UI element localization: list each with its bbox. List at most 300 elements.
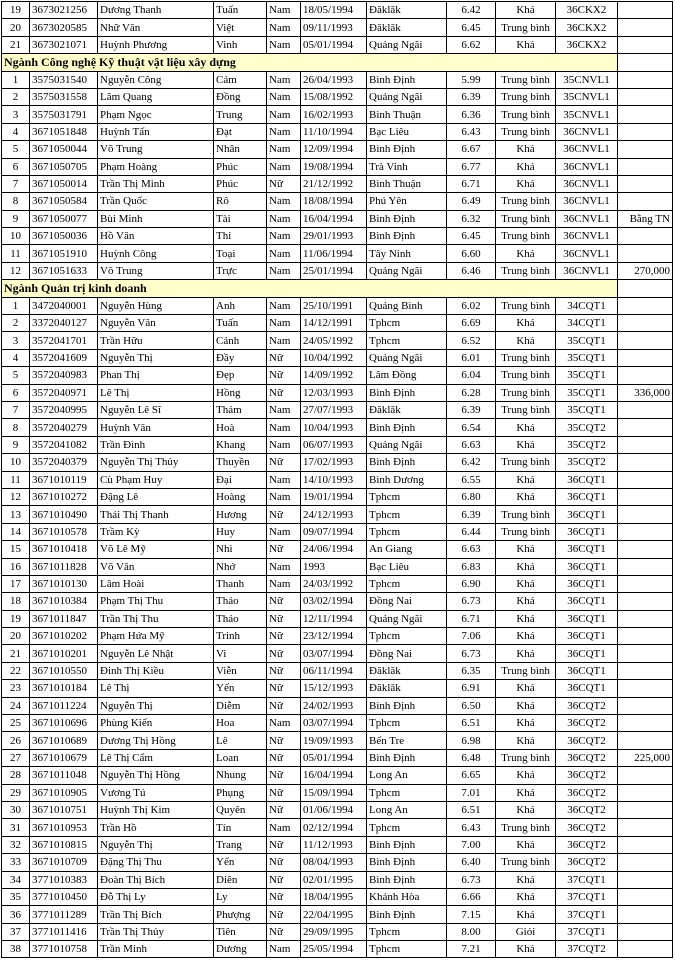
cell-birth-date: 27/07/1993 (301, 401, 367, 418)
cell-birth-date: 17/02/1993 (301, 454, 367, 471)
cell-class: 35CQT2 (556, 419, 618, 436)
cell-student-id: 3671010202 (30, 628, 98, 645)
cell-rank: Khá (496, 941, 556, 958)
cell-class: 37CQT1 (556, 871, 618, 888)
cell-stt: 11 (2, 245, 30, 262)
cell-gpa: 7.15 (447, 906, 496, 923)
cell-rank: Khá (496, 593, 556, 610)
cell-birth-date: 29/09/1995 (301, 923, 367, 940)
cell-last-middle-name: Lê Thị Cẩm (98, 749, 214, 766)
cell-gender: Nam (267, 488, 301, 505)
cell-last-middle-name: Phạm Hứa Mỹ (98, 628, 214, 645)
cell-stt: 2 (2, 88, 30, 105)
cell-class: 36CQT1 (556, 645, 618, 662)
cell-note (618, 141, 673, 158)
cell-rank: Khá (496, 715, 556, 732)
table-row (2, 297, 673, 314)
cell-birth-date: 06/07/1993 (301, 436, 367, 453)
cell-rank: Khá (496, 488, 556, 505)
cell-note (618, 715, 673, 732)
table-row (2, 941, 673, 958)
cell-gpa: 6.98 (447, 732, 496, 749)
cell-gender: Nữ (267, 784, 301, 801)
cell-rank: Trung bình (496, 384, 556, 401)
cell-stt: 20 (2, 19, 30, 36)
cell-gpa: 6.83 (447, 558, 496, 575)
cell-student-id: 3671051910 (30, 245, 98, 262)
cell-rank: Trung bình (496, 819, 556, 836)
cell-birth-date: 15/09/1994 (301, 784, 367, 801)
table-row (2, 228, 673, 245)
cell-rank: Trung bình (496, 367, 556, 384)
cell-rank: Trung bình (496, 662, 556, 679)
cell-last-middle-name: Nguyễn Hùng (98, 297, 214, 314)
cell-note (618, 401, 673, 418)
cell-stt: 16 (2, 558, 30, 575)
table-row (2, 541, 673, 558)
cell-birth-date: 12/09/1994 (301, 141, 367, 158)
cell-gender: Nữ (267, 175, 301, 192)
cell-last-middle-name: Đinh Thị Kiều (98, 662, 214, 679)
cell-birth-place: Tphcm (367, 715, 447, 732)
cell-birth-date: 18/04/1995 (301, 888, 367, 905)
cell-birth-place: Tphcm (367, 628, 447, 645)
cell-rank: Khá (496, 732, 556, 749)
cell-gpa: 6.73 (447, 593, 496, 610)
cell-rank: Khá (496, 558, 556, 575)
cell-student-id: 3671010751 (30, 801, 98, 818)
cell-rank: Khá (496, 2, 556, 19)
cell-last-middle-name: Đặng Lê (98, 488, 214, 505)
table-row (2, 819, 673, 836)
cell-last-middle-name: Nguyễn Thị (98, 836, 214, 853)
cell-gender: Nam (267, 123, 301, 140)
cell-first-name: Đầy (214, 349, 267, 366)
cell-last-middle-name: Võ Văn (98, 558, 214, 575)
cell-gender: Nữ (267, 628, 301, 645)
cell-gender: Nam (267, 193, 301, 210)
cell-gpa: 6.42 (447, 454, 496, 471)
cell-class: 36CQT1 (556, 471, 618, 488)
cell-rank: Khá (496, 871, 556, 888)
cell-class: 37CQT2 (556, 941, 618, 958)
cell-rank: Khá (496, 610, 556, 627)
cell-first-name: Hoà (214, 419, 267, 436)
cell-first-name: Trực (214, 262, 267, 279)
cell-birth-date: 24/06/1994 (301, 541, 367, 558)
cell-student-id: 3671010550 (30, 662, 98, 679)
cell-rank: Khá (496, 36, 556, 53)
table-row (2, 784, 673, 801)
cell-gpa: 6.73 (447, 871, 496, 888)
cell-birth-date: 23/12/1994 (301, 628, 367, 645)
cell-stt: 28 (2, 767, 30, 784)
cell-student-id: 3572040995 (30, 401, 98, 418)
cell-last-middle-name: Cù Phạm Huy (98, 471, 214, 488)
table-row (2, 923, 673, 940)
cell-last-middle-name: Trần Thị Bích (98, 906, 214, 923)
cell-last-middle-name: Huỳnh Phương (98, 36, 214, 53)
cell-birth-place: Long An (367, 767, 447, 784)
cell-note (618, 36, 673, 53)
cell-student-id: 3671050014 (30, 175, 98, 192)
cell-note (618, 315, 673, 332)
cell-last-middle-name: Phùng Kiến (98, 715, 214, 732)
cell-stt: 31 (2, 819, 30, 836)
cell-stt: 35 (2, 888, 30, 905)
table-row (2, 506, 673, 523)
cell-birth-place: Bình Định (367, 454, 447, 471)
cell-stt: 10 (2, 228, 30, 245)
cell-gpa: 6.39 (447, 88, 496, 105)
cell-note (618, 680, 673, 697)
cell-student-id: 3671010272 (30, 488, 98, 505)
cell-first-name: Khang (214, 436, 267, 453)
cell-stt: 17 (2, 575, 30, 592)
cell-stt: 6 (2, 384, 30, 401)
cell-note (618, 941, 673, 958)
cell-birth-date: 03/07/1994 (301, 715, 367, 732)
cell-last-middle-name: Trần Quốc (98, 193, 214, 210)
cell-first-name: Thảo (214, 593, 267, 610)
cell-birth-place: Long An (367, 801, 447, 818)
cell-student-id: 3673021256 (30, 2, 98, 19)
cell-first-name: Huy (214, 523, 267, 540)
cell-last-middle-name: Đặng Thị Thu (98, 854, 214, 871)
cell-last-middle-name: Nguyễn Văn (98, 315, 214, 332)
cell-student-id: 3771010758 (30, 941, 98, 958)
cell-class: 36CQT1 (556, 610, 618, 627)
cell-class: 35CQT1 (556, 401, 618, 418)
table-row (2, 175, 673, 192)
cell-class: 34CQT1 (556, 297, 618, 314)
cell-class: 35CQT1 (556, 349, 618, 366)
student-list-table (1, 1, 673, 958)
cell-birth-date: 02/12/1994 (301, 819, 367, 836)
cell-stt: 34 (2, 871, 30, 888)
cell-student-id: 3671050705 (30, 158, 98, 175)
cell-note: Bằng TN (618, 210, 673, 227)
cell-class: 36CQT2 (556, 854, 618, 871)
cell-note (618, 662, 673, 679)
cell-student-id: 3572040971 (30, 384, 98, 401)
table-row (2, 645, 673, 662)
cell-gpa: 6.90 (447, 575, 496, 592)
cell-stt: 38 (2, 941, 30, 958)
cell-gpa: 7.00 (447, 836, 496, 853)
cell-last-middle-name: Đoàn Thị Bích (98, 871, 214, 888)
table-row (2, 662, 673, 679)
cell-gender: Nam (267, 297, 301, 314)
cell-gender: Nam (267, 575, 301, 592)
cell-birth-place: Bạc Liêu (367, 558, 447, 575)
cell-stt: 9 (2, 210, 30, 227)
cell-birth-date: 29/01/1993 (301, 228, 367, 245)
cell-gpa: 8.00 (447, 923, 496, 940)
cell-first-name: Nhi (214, 541, 267, 558)
cell-note (618, 523, 673, 540)
cell-birth-date: 11/06/1994 (301, 245, 367, 262)
cell-class: 36CQT1 (556, 593, 618, 610)
cell-stt: 30 (2, 801, 30, 818)
cell-gender: Nữ (267, 923, 301, 940)
cell-birth-date: 11/10/1994 (301, 123, 367, 140)
cell-rank: Khá (496, 332, 556, 349)
cell-birth-date: 05/01/1994 (301, 36, 367, 53)
cell-first-name: Tài (214, 210, 267, 227)
section-blank-cell (618, 280, 673, 297)
cell-note (618, 245, 673, 262)
cell-gpa: 6.71 (447, 175, 496, 192)
cell-first-name: Diên (214, 871, 267, 888)
cell-last-middle-name: Trần Hồ (98, 819, 214, 836)
cell-first-name: Đạt (214, 123, 267, 140)
cell-class: 34CQT1 (556, 315, 618, 332)
cell-birth-date: 15/12/1993 (301, 680, 367, 697)
cell-student-id: 3671010709 (30, 854, 98, 871)
cell-stt: 8 (2, 193, 30, 210)
cell-birth-place: Tphcm (367, 488, 447, 505)
cell-student-id: 3671010953 (30, 819, 98, 836)
table-row (2, 871, 673, 888)
cell-first-name: Vinh (214, 36, 267, 53)
cell-class: 36CNVL1 (556, 193, 618, 210)
cell-birth-date: 22/04/1995 (301, 906, 367, 923)
cell-rank: Khá (496, 315, 556, 332)
cell-note (618, 575, 673, 592)
cell-stt: 26 (2, 732, 30, 749)
cell-first-name: Trang (214, 836, 267, 853)
cell-birth-place: Bình Định (367, 749, 447, 766)
cell-gpa: 6.69 (447, 315, 496, 332)
cell-first-name: Đẹp (214, 367, 267, 384)
cell-gender: Nữ (267, 384, 301, 401)
cell-birth-date: 21/12/1992 (301, 175, 367, 192)
cell-first-name: Nhớ (214, 558, 267, 575)
cell-class: 36CNVL1 (556, 123, 618, 140)
cell-gender: Nữ (267, 680, 301, 697)
cell-stt: 21 (2, 36, 30, 53)
cell-gender: Nam (267, 941, 301, 958)
cell-student-id: 3572040379 (30, 454, 98, 471)
cell-gender: Nam (267, 819, 301, 836)
cell-stt: 33 (2, 854, 30, 871)
table-row (2, 349, 673, 366)
table-row (2, 697, 673, 714)
table-row (2, 680, 673, 697)
cell-stt: 19 (2, 610, 30, 627)
cell-first-name: Thám (214, 401, 267, 418)
cell-gpa: 6.63 (447, 541, 496, 558)
cell-student-id: 3472040001 (30, 297, 98, 314)
cell-stt: 21 (2, 645, 30, 662)
cell-class: 36CNVL1 (556, 175, 618, 192)
cell-rank: Khá (496, 575, 556, 592)
cell-first-name: Hương (214, 506, 267, 523)
cell-gpa: 6.39 (447, 506, 496, 523)
table-row (2, 106, 673, 123)
cell-last-middle-name: Vương Tú (98, 784, 214, 801)
cell-class: 35CQT1 (556, 367, 618, 384)
cell-rank: Khá (496, 697, 556, 714)
cell-class: 36CQT1 (556, 575, 618, 592)
cell-class: 35CQT2 (556, 436, 618, 453)
cell-birth-date: 19/01/1994 (301, 488, 367, 505)
cell-student-id: 3572040983 (30, 367, 98, 384)
cell-gender: Nam (267, 210, 301, 227)
cell-stt: 20 (2, 628, 30, 645)
cell-gender: Nữ (267, 854, 301, 871)
cell-gender: Nữ (267, 871, 301, 888)
cell-rank: Trung bình (496, 88, 556, 105)
cell-first-name: Thanh (214, 575, 267, 592)
cell-rank: Khá (496, 158, 556, 175)
cell-last-middle-name: Trần Thị Thu (98, 610, 214, 627)
cell-gender: Nam (267, 36, 301, 53)
cell-stt: 9 (2, 436, 30, 453)
cell-birth-place: Bình Dương (367, 471, 447, 488)
cell-student-id: 3671010184 (30, 680, 98, 697)
cell-class: 36CNVL1 (556, 158, 618, 175)
cell-last-middle-name: Nguyễn Công (98, 71, 214, 88)
cell-birth-place: Tphcm (367, 332, 447, 349)
cell-last-middle-name: Trần Thị Minh (98, 175, 214, 192)
cell-gender: Nữ (267, 454, 301, 471)
cell-class: 35CQT1 (556, 384, 618, 401)
cell-class: 36CQT1 (556, 541, 618, 558)
table-row (2, 332, 673, 349)
cell-gpa: 6.43 (447, 819, 496, 836)
cell-birth-date: 16/02/1993 (301, 106, 367, 123)
cell-stt: 15 (2, 541, 30, 558)
table-row (2, 71, 673, 88)
cell-gpa: 7.06 (447, 628, 496, 645)
cell-gender: Nam (267, 71, 301, 88)
cell-class: 36CQT1 (556, 488, 618, 505)
cell-class: 36CKX2 (556, 19, 618, 36)
cell-rank: Trung bình (496, 71, 556, 88)
cell-stt: 4 (2, 123, 30, 140)
cell-note: 270,000 (618, 262, 673, 279)
cell-last-middle-name: Lâm Quang (98, 88, 214, 105)
cell-first-name: Yến (214, 680, 267, 697)
cell-birth-place: Tphcm (367, 506, 447, 523)
cell-gender: Nữ (267, 732, 301, 749)
cell-birth-place: Đồng Nai (367, 593, 447, 610)
table-row (2, 367, 673, 384)
cell-student-id: 3671011048 (30, 767, 98, 784)
cell-stt: 22 (2, 662, 30, 679)
cell-note (618, 767, 673, 784)
cell-class: 35CNVL1 (556, 88, 618, 105)
cell-birth-date: 24/03/1992 (301, 575, 367, 592)
cell-student-id: 3572041701 (30, 332, 98, 349)
cell-note: 336,000 (618, 384, 673, 401)
cell-rank: Khá (496, 419, 556, 436)
table-body (2, 2, 673, 958)
cell-class: 36CQT1 (556, 662, 618, 679)
cell-student-id: 3673020585 (30, 19, 98, 36)
cell-rank: Khá (496, 767, 556, 784)
cell-note (618, 801, 673, 818)
cell-student-id: 3671010696 (30, 715, 98, 732)
cell-gpa: 6.48 (447, 749, 496, 766)
cell-gender: Nữ (267, 767, 301, 784)
cell-class: 36CNVL1 (556, 262, 618, 279)
cell-birth-date: 18/08/1994 (301, 193, 367, 210)
cell-birth-place: Quảng Ngãi (367, 349, 447, 366)
cell-gpa: 6.39 (447, 401, 496, 418)
cell-gpa: 6.45 (447, 228, 496, 245)
cell-gender: Nam (267, 262, 301, 279)
cell-last-middle-name: Nguyễn Lê Sĩ (98, 401, 214, 418)
cell-birth-place: An Giang (367, 541, 447, 558)
cell-birth-place: Bình Định (367, 228, 447, 245)
section-header-row (2, 280, 673, 297)
cell-birth-place: Quảng Bình (367, 297, 447, 314)
cell-note (618, 871, 673, 888)
cell-rank: Khá (496, 645, 556, 662)
cell-class: 36CNVL1 (556, 228, 618, 245)
cell-last-middle-name: Nguyễn Thị Thủy (98, 454, 214, 471)
cell-student-id: 3771010450 (30, 888, 98, 905)
cell-stt: 12 (2, 488, 30, 505)
cell-gpa: 6.67 (447, 141, 496, 158)
cell-note (618, 784, 673, 801)
cell-gpa: 6.80 (447, 488, 496, 505)
cell-student-id: 3572041609 (30, 349, 98, 366)
table-row (2, 471, 673, 488)
cell-stt: 36 (2, 906, 30, 923)
cell-birth-date: 1993 (301, 558, 367, 575)
cell-stt: 5 (2, 141, 30, 158)
table-row (2, 158, 673, 175)
cell-birth-date: 25/05/1994 (301, 941, 367, 958)
cell-first-name: Nhân (214, 141, 267, 158)
cell-rank: Trung bình (496, 210, 556, 227)
cell-rank: Khá (496, 836, 556, 853)
cell-gender: Nam (267, 141, 301, 158)
cell-class: 36CQT2 (556, 801, 618, 818)
cell-rank: Trung bình (496, 523, 556, 540)
cell-gender: Nam (267, 419, 301, 436)
cell-birth-date: 16/04/1994 (301, 210, 367, 227)
cell-first-name: Hồng (214, 384, 267, 401)
cell-first-name: Anh (214, 297, 267, 314)
cell-gender: Nữ (267, 906, 301, 923)
cell-note (618, 593, 673, 610)
cell-note (618, 558, 673, 575)
table-row (2, 2, 673, 19)
cell-rank: Trung bình (496, 506, 556, 523)
table-row (2, 888, 673, 905)
cell-last-middle-name: Lê Thị (98, 680, 214, 697)
cell-stt: 5 (2, 367, 30, 384)
cell-rank: Khá (496, 541, 556, 558)
cell-note (618, 71, 673, 88)
cell-class: 36CQT2 (556, 749, 618, 766)
section-title: Ngành Công nghệ Kỹ thuật vật liệu xây dựng (2, 54, 618, 71)
cell-student-id: 3671011828 (30, 558, 98, 575)
cell-first-name: Trinh (214, 628, 267, 645)
cell-stt: 29 (2, 784, 30, 801)
cell-birth-date: 01/06/1994 (301, 801, 367, 818)
cell-rank: Trung bình (496, 228, 556, 245)
cell-class: 36CQT2 (556, 715, 618, 732)
cell-birth-place: Bình Thuận (367, 106, 447, 123)
cell-student-id: 3671010679 (30, 749, 98, 766)
cell-student-id: 3671010384 (30, 593, 98, 610)
